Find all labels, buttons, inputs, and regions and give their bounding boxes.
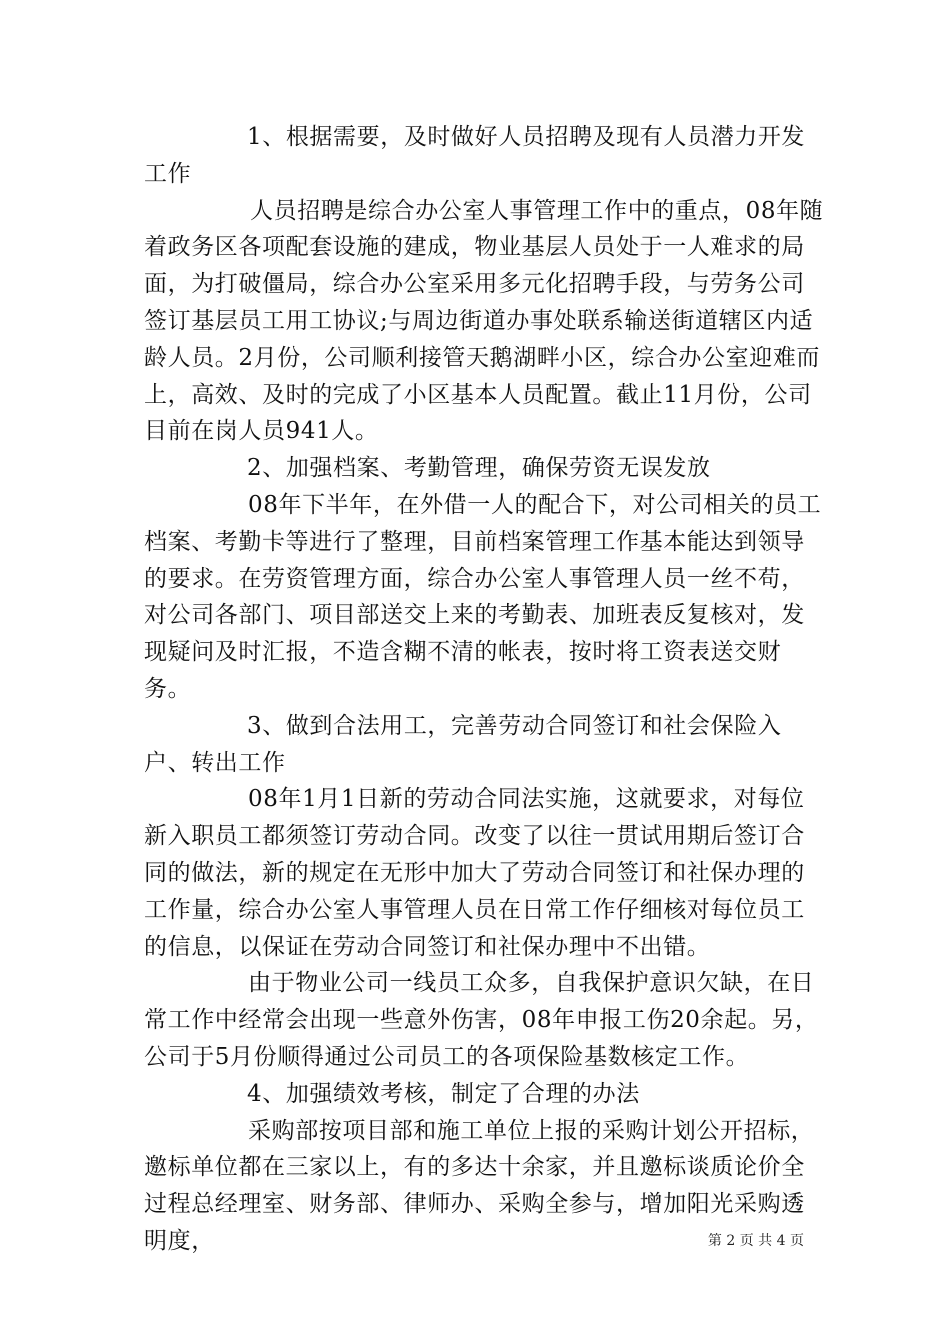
paragraph-archives-attendance: 08年下半年，在外借一人的配合下，对公司相关的员工档案、考勤卡等进行了整理，目前档案管理工作基本能达到领导的要求。在劳资管理方面，综合办公室人事管理人员一丝不苟，对公司各部门、项目部送交上来的考勤表、加班表反复核对，发现疑问及时汇报，不造含糊不清的帐表，按时将工资表送交财务。 (144, 491, 822, 702)
section-heading-archives-attendance: 2、加强档案、考勤管理，确保劳资无误发放 (247, 455, 711, 482)
section-heading-recruitment: 1、根据需要，及时做好人员招聘及现有人员潜力开发工作 (144, 124, 806, 187)
paragraph-work-injury: 由于物业公司一线员工众多，自我保护意识欠缺，在日常工作中经常会出现一些意外伤害，08年申报工伤20余起。另，公司于5月份顺得通过公司员工的各项保险基数核定工作。 (144, 970, 819, 1070)
paragraph-procurement: 采购部按项目部和施工单位上报的采购计划公开招标，邀标单位都在三家以上，有的多达十余家，并且邀标谈质论价全过程总经理室、财务部、律师办、采购全参与，增加阳光采购透明度， (144, 1117, 815, 1254)
paragraph-recruitment: 人员招聘是综合办公室人事管理工作中的重点，08年随着政务区各项配套设施的建成，物业基层人员处于一人难求的局面，为打破僵局，综合办公室采用多元化招聘手段，与劳务公司签订基层员工用工协议;与周边街道办事处联系输送街道辖区内适龄人员。2月份，公司顺利接管天鹅湖畔小区，综合办公室迎难而上，高效、及时的完成了小区基本人员配置。截止11月份，公司目前在岗人员941人。 (144, 197, 824, 445)
document-body (144, 119, 824, 1260)
page-number-footer: 第 2 页 共 4 页 (707, 1233, 804, 1249)
section-heading-performance: 4、加强绩效考核，制定了合理的办法 (247, 1080, 640, 1107)
section-heading-legal-employment: 3、做到合法用工，完善劳动合同签订和社会保险入户、转出工作 (144, 712, 782, 776)
paragraph-labor-contract: 08年1月1日新的劳动合同法实施，这就要求，对每位新入职员工都须签订劳动合同。改变了以往一贯试用期后签订合同的做法，新的规定在无形中加大了劳动合同签订和社保办理的工作量，综合办公室人事管理人员在日常工作仔细核对每位员工的信息，以保证在劳动合同签订和社保办理中不出错。 (144, 786, 805, 960)
